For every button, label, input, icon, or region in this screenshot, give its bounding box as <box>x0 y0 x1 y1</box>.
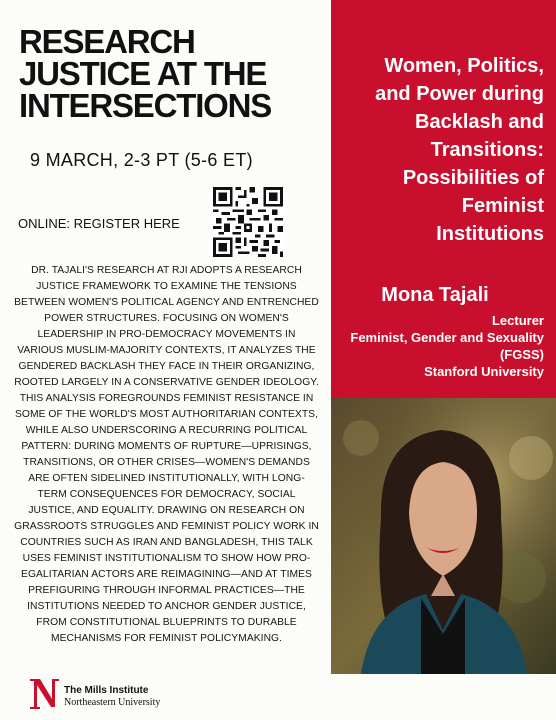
logo-text <box>64 685 160 709</box>
event-title: RESEARCH JUSTICE AT THE INTERSECTIONS <box>19 23 272 124</box>
register-link[interactable]: ONLINE: REGISTER HERE <box>18 216 180 231</box>
event-description: DR. TAJALI'S RESEARCH AT RJI ADOPTS A RESEARCH JUSTICE FRAMEWORK TO EXAMINE THE TENSIONS BETWEEN WOMEN'S POLITICAL AGENCY AND ENTRENCHED POWER STRUCTURES. FOCUSING ON WOMEN'S LEADERSHIP IN PRO-DEMOCRACY MOVEMENTS IN VARIOUS MUSLIM-MAJORITY CONTEXTS, IT ANALYZES THE GENDERED BACKLASH THEY FACE IN THEIR ORGANIZING, ROOTED LARGELY IN A CONSERVATIVE GENDER IDEOLOGY. THIS ANALYSIS FOREGROUNDS FEMINIST RESISTANCE IN SOME OF THE WORLD'S MOST AUTHORITARIAN CONTEXTS, WHILE ALSO UNDERSCORING A RECURRING POLITICAL PATTERN: DURING MOMENTS OF RUPTURE—UPRISINGS, TRANSITIONS, OR OTHER CRISES—WOMEN'S DEMANDS ARE OFTEN SIDELINED INSTITUTIONALLY, WITH LONG-TERM CONSEQUENCES FOR DEMOCRACY, SOCIAL JUSTICE, AND EQUALITY. DRAWING ON RESEARCH ON GRASSROOTS STRUGGLES AND FEMINIST POLICY WORK IN COUNTRIES SUCH AS IRAN AND BANGLADESH, THIS TALK USES FEMINIST INSTITUTIONALISM TO SHOW HOW PRO-EGALITARIAN ACTORS ARE REIMAGINING—AND AT TIMES PREFIGURING THROUGH INFORMAL PRACTICES—THE INSTITUTIONS NEEDED TO ANCHOR GENDER JUSTICE, FROM CONSTITUTIONAL BLUEPRINTS TO DURABLE MECHANISMS FOR FEMINIST POLICYMAKING. <box>14 265 319 644</box>
qr-code-icon[interactable] <box>213 187 283 257</box>
speaker-photo <box>331 398 556 674</box>
logo-line-2: Northeastern University <box>64 697 161 708</box>
northeastern-logo-icon <box>28 675 62 711</box>
talk-title: Women, Politics, and Power during Backlash and Transitions: Possibilities of Feminist Institutions <box>375 55 544 245</box>
speaker-name: Mona Tajali <box>381 284 489 306</box>
speaker-institution: Stanford University <box>424 364 544 379</box>
logo-line-1: The Mills Institute <box>64 685 149 696</box>
speaker-role: Lecturer <box>491 313 544 328</box>
speaker-department: Feminist, Gender and Sexuality (FGSS) <box>350 330 544 362</box>
speaker-info <box>331 312 544 380</box>
event-date: 9 MARCH, 2-3 PT (5-6 ET) <box>30 150 253 170</box>
right-panel <box>331 0 556 398</box>
